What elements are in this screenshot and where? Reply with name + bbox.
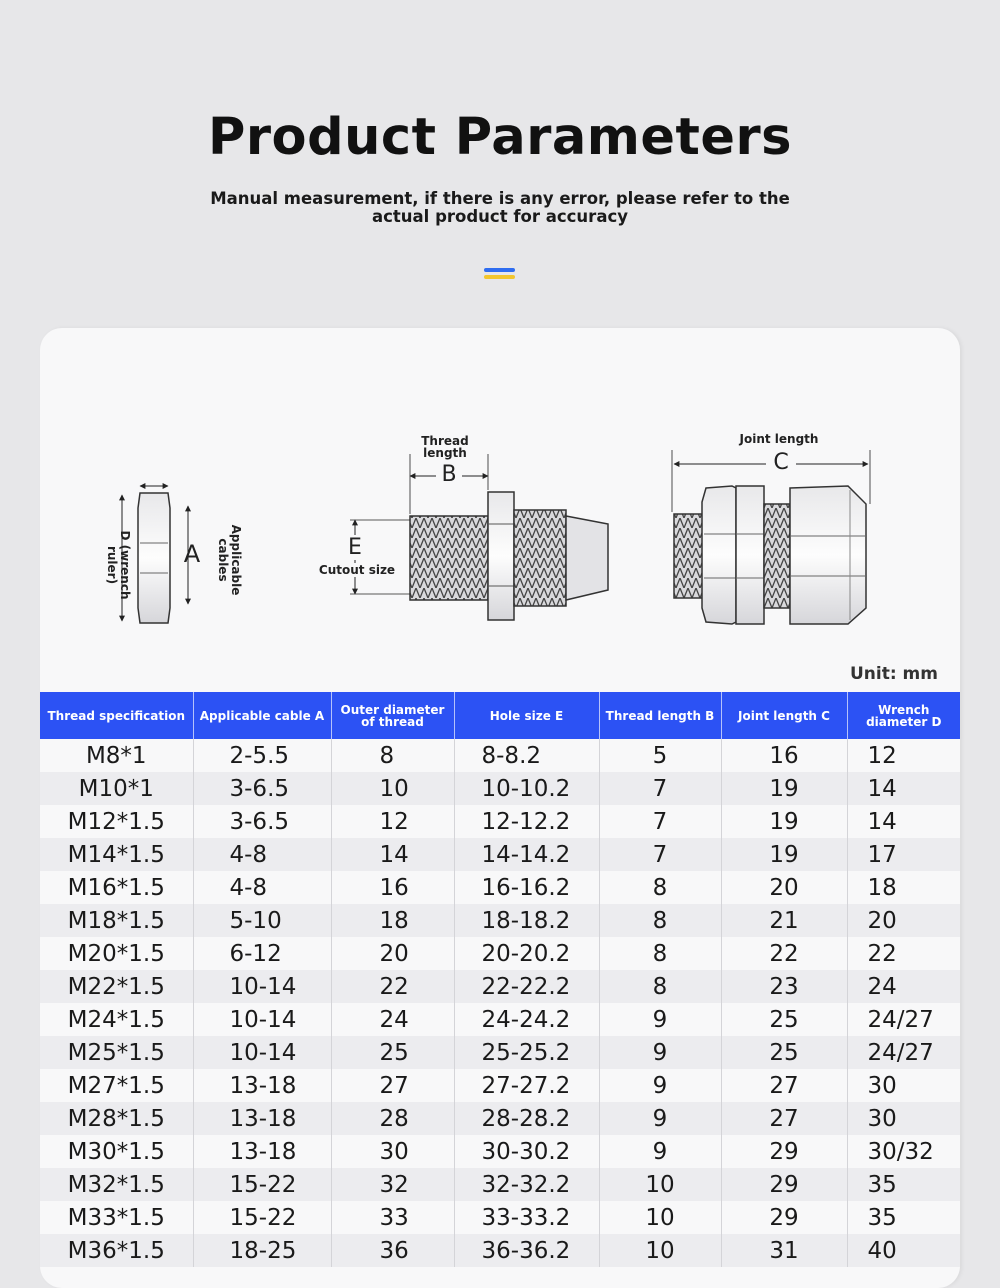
table-cell: 9	[599, 1036, 721, 1069]
table-row	[40, 1201, 960, 1234]
table-cell: 29	[721, 1168, 847, 1201]
dimension-diagram	[40, 328, 960, 688]
table-cell: 13-18	[193, 1102, 331, 1135]
table-cell: 10-14	[193, 1003, 331, 1036]
table-cell: 32	[331, 1168, 454, 1201]
column-header: Thread length B	[599, 692, 721, 739]
table-cell: 27-27.2	[454, 1069, 599, 1102]
column-header: Applicable cable A	[193, 692, 331, 739]
table-cell: 22	[331, 970, 454, 1003]
table-cell: 10	[599, 1201, 721, 1234]
table-cell: 32-32.2	[454, 1168, 599, 1201]
table-cell: 6-12	[193, 937, 331, 970]
parameters-card	[40, 328, 960, 1288]
table-cell: M8*1	[40, 739, 193, 772]
page-subtitle: Manual measurement, if there is any error, please refer to the actual product for accuracy	[210, 189, 790, 226]
table-cell: 21	[721, 904, 847, 937]
table-cell: M28*1.5	[40, 1102, 193, 1135]
table-cell: 20-20.2	[454, 937, 599, 970]
table-cell: 14	[847, 805, 960, 838]
dimension-e-letter: E	[342, 535, 368, 560]
table-cell: 18-25	[193, 1234, 331, 1267]
table-cell: 25	[721, 1036, 847, 1069]
table-cell: 8	[331, 739, 454, 772]
table-cell: 8	[599, 937, 721, 970]
wrench-ruler-label: D (wrench ruler)	[105, 530, 132, 600]
table-cell: 25	[721, 1003, 847, 1036]
table-cell: 14	[331, 838, 454, 871]
table-cell: 7	[599, 838, 721, 871]
table-cell: 7	[599, 805, 721, 838]
table-cell: 13-18	[193, 1069, 331, 1102]
table-cell: 9	[599, 1003, 721, 1036]
dimension-drawings	[40, 328, 960, 688]
table-cell: 2-5.5	[193, 739, 331, 772]
joint-length-label: Joint length	[739, 432, 819, 446]
table-cell: M22*1.5	[40, 970, 193, 1003]
table-cell: 27	[331, 1069, 454, 1102]
table-cell: 12-12.2	[454, 805, 599, 838]
table-cell: 12	[847, 739, 960, 772]
table-cell: 13-18	[193, 1135, 331, 1168]
column-header: Hole size E	[454, 692, 599, 739]
table-cell: 30	[847, 1102, 960, 1135]
table-cell: 29	[721, 1201, 847, 1234]
table-cell: M20*1.5	[40, 937, 193, 970]
table-cell: 12	[331, 805, 454, 838]
table-cell: 23	[721, 970, 847, 1003]
table-cell: M12*1.5	[40, 805, 193, 838]
table-cell: M14*1.5	[40, 838, 193, 871]
applicable-cables-label: Applicable cables	[216, 524, 243, 596]
dimension-c-letter: C	[766, 450, 796, 475]
table-cell: M36*1.5	[40, 1234, 193, 1267]
table-cell: 9	[599, 1135, 721, 1168]
table-cell: 10-14	[193, 970, 331, 1003]
table-row	[40, 937, 960, 970]
table-cell: 9	[599, 1102, 721, 1135]
thread-body-drawing	[350, 454, 608, 620]
table-cell: 22	[847, 937, 960, 970]
table-cell: 9	[599, 1069, 721, 1102]
column-header: Joint length C	[721, 692, 847, 739]
table-cell: 8	[599, 904, 721, 937]
column-header: Thread specification	[40, 692, 193, 739]
table-cell: 19	[721, 838, 847, 871]
table-cell: 25-25.2	[454, 1036, 599, 1069]
table-cell: 8-8.2	[454, 739, 599, 772]
table-cell: 4-8	[193, 871, 331, 904]
table-cell: 8	[599, 970, 721, 1003]
table-cell: 29	[721, 1135, 847, 1168]
thread-length-label: Thread length	[421, 434, 469, 460]
table-cell: M25*1.5	[40, 1036, 193, 1069]
table-cell: 25	[331, 1036, 454, 1069]
unit-label: Unit: mm	[849, 664, 938, 684]
table-row	[40, 772, 960, 805]
dimension-b-letter: B	[436, 462, 462, 487]
table-cell: 24	[331, 1003, 454, 1036]
table-cell: M27*1.5	[40, 1069, 193, 1102]
table-row	[40, 1168, 960, 1201]
table-cell: M33*1.5	[40, 1201, 193, 1234]
table-cell: 30	[847, 1069, 960, 1102]
page-title: Product Parameters	[208, 108, 792, 167]
table-cell: 35	[847, 1201, 960, 1234]
table-cell: 10	[599, 1234, 721, 1267]
table-row	[40, 970, 960, 1003]
table-cell: 24-24.2	[454, 1003, 599, 1036]
table-cell: 14	[847, 772, 960, 805]
table-row	[40, 1003, 960, 1036]
table-cell: 10-14	[193, 1036, 331, 1069]
table-cell: 14-14.2	[454, 838, 599, 871]
table-cell: 3-6.5	[193, 805, 331, 838]
table-row	[40, 1102, 960, 1135]
table-row	[40, 1036, 960, 1069]
table-cell: M32*1.5	[40, 1168, 193, 1201]
parameters-table	[40, 692, 960, 1267]
table-cell: 5-10	[193, 904, 331, 937]
table-row	[40, 1234, 960, 1267]
table-cell: M30*1.5	[40, 1135, 193, 1168]
table-cell: 30-30.2	[454, 1135, 599, 1168]
table-cell: 16-16.2	[454, 871, 599, 904]
table-row	[40, 871, 960, 904]
table-cell: 28	[331, 1102, 454, 1135]
table-cell: 16	[721, 739, 847, 772]
table-cell: 33-33.2	[454, 1201, 599, 1234]
cutout-size-label: Cutout size	[318, 563, 396, 577]
table-cell: 18-18.2	[454, 904, 599, 937]
accent-divider	[484, 268, 515, 279]
table-cell: 19	[721, 772, 847, 805]
table-row	[40, 838, 960, 871]
table-header-row	[40, 692, 960, 739]
table-cell: 40	[847, 1234, 960, 1267]
table-cell: 33	[331, 1201, 454, 1234]
table-cell: 36-36.2	[454, 1234, 599, 1267]
table-cell: 30/32	[847, 1135, 960, 1168]
table-cell: 30	[331, 1135, 454, 1168]
table-cell: 4-8	[193, 838, 331, 871]
table-row	[40, 739, 960, 772]
joint-drawing	[672, 450, 870, 624]
table-cell: 18	[847, 871, 960, 904]
table-cell: 24	[847, 970, 960, 1003]
table-cell: 22	[721, 937, 847, 970]
table-row	[40, 1135, 960, 1168]
table-cell: M16*1.5	[40, 871, 193, 904]
table-cell: 31	[721, 1234, 847, 1267]
table-body	[40, 739, 960, 1267]
table-cell: 20	[847, 904, 960, 937]
table-cell: 5	[599, 739, 721, 772]
table-cell: M24*1.5	[40, 1003, 193, 1036]
table-cell: 15-22	[193, 1201, 331, 1234]
table-cell: 15-22	[193, 1168, 331, 1201]
table-row	[40, 805, 960, 838]
table-row	[40, 904, 960, 937]
table-cell: 3-6.5	[193, 772, 331, 805]
table-cell: 16	[331, 871, 454, 904]
table-cell: 24/27	[847, 1003, 960, 1036]
table-cell: 20	[721, 871, 847, 904]
table-cell: 20	[331, 937, 454, 970]
table-cell: 10	[331, 772, 454, 805]
table-cell: 10	[599, 1168, 721, 1201]
table-cell: 27	[721, 1069, 847, 1102]
table-cell: 22-22.2	[454, 970, 599, 1003]
table-cell: 28-28.2	[454, 1102, 599, 1135]
column-header: Wrench diameter D	[847, 692, 960, 739]
table-cell: 8	[599, 871, 721, 904]
table-cell: 27	[721, 1102, 847, 1135]
column-header: Outer diameter of thread	[331, 692, 454, 739]
table-cell: 18	[331, 904, 454, 937]
table-cell: 24/27	[847, 1036, 960, 1069]
table-cell: 19	[721, 805, 847, 838]
table-cell: M18*1.5	[40, 904, 193, 937]
table-cell: 7	[599, 772, 721, 805]
table-cell: 17	[847, 838, 960, 871]
table-cell: M10*1	[40, 772, 193, 805]
table-row	[40, 1069, 960, 1102]
table-cell: 36	[331, 1234, 454, 1267]
dimension-a-letter: A	[183, 540, 201, 568]
table-cell: 35	[847, 1168, 960, 1201]
table-cell: 10-10.2	[454, 772, 599, 805]
